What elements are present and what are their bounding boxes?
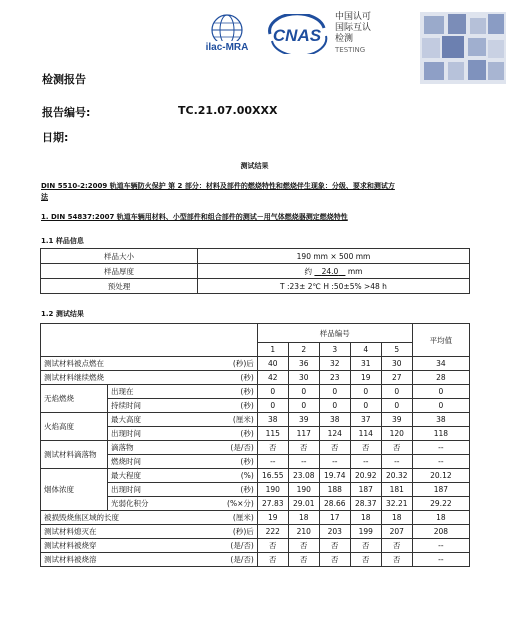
cell-value: 23.08 (288, 469, 319, 483)
accreditation-text: 中国认可 国际互认 检测 TESTING (335, 12, 372, 54)
cnas-logo (262, 14, 332, 54)
cell-value: 18 (381, 511, 412, 525)
cell-value: 0 (381, 399, 412, 413)
cell-value: 115 (257, 427, 288, 441)
qr-code-blurred (420, 12, 506, 84)
report-title: 检测报告 (42, 73, 86, 86)
cell-value: -- (350, 455, 381, 469)
cell-value: 23 (319, 371, 350, 385)
table-header-row (41, 324, 470, 343)
cell-value: 16.55 (257, 469, 288, 483)
cell-value: 0 (350, 385, 381, 399)
preconditioning-label: 预处理 (41, 279, 198, 294)
cell-average: 34 (412, 357, 469, 371)
ilac-mra-logo (198, 12, 256, 54)
cell-average: -- (412, 539, 469, 553)
sample-size-value: 190 mm × 500 mm (198, 249, 470, 264)
row-group-label: 烟体浓度 (41, 469, 108, 511)
cell-value: 29.01 (288, 497, 319, 511)
cell-value: 32.21 (381, 497, 412, 511)
table-row (41, 525, 470, 539)
svg-text:CNAS: CNAS (272, 26, 322, 45)
cell-average: 29.22 (412, 497, 469, 511)
cell-value: 17 (319, 511, 350, 525)
cell-value: 190 (257, 483, 288, 497)
table-row (41, 357, 470, 371)
row-unit: (秒)后 (193, 525, 257, 539)
row-unit: (秒) (193, 427, 257, 441)
section-title: 测试结果 (240, 162, 269, 170)
cell-average: 38 (412, 413, 469, 427)
table-row (41, 264, 470, 279)
cell-value: -- (319, 455, 350, 469)
report-number-label: 报告编号: (42, 106, 91, 119)
cell-value: 0 (257, 399, 288, 413)
cell-value: 36 (288, 357, 319, 371)
row-sub-label: 滴落物 (108, 441, 193, 455)
cell-average: 28 (412, 371, 469, 385)
row-label: 测试材料被烧溶 (41, 553, 193, 567)
cell-value: 否 (257, 553, 288, 567)
cell-value: 190 (288, 483, 319, 497)
row-label: 测试材料被烧穿 (41, 539, 193, 553)
table-row (41, 279, 470, 294)
row-sub-label: 出现时间 (108, 483, 193, 497)
cell-value: -- (381, 455, 412, 469)
row-sub-label: 持续时间 (108, 399, 193, 413)
average-header: 平均值 (412, 324, 469, 357)
cell-value: 否 (381, 553, 412, 567)
cell-value: 42 (257, 371, 288, 385)
row-group-label: 测试材料滴落物 (41, 441, 108, 469)
report-number: TC.21.07.00XXX (178, 104, 278, 117)
cell-value: 否 (381, 539, 412, 553)
preconditioning-value: T :23± 2℃ H :50±5% >48 h (198, 279, 470, 294)
standard-din5510: DIN 5510-2:2009 轨道车辆防火保护 第 2 部分：材料及部件的燃烧特性和燃烧伴生现象：分级、要求和测试方 法 (41, 182, 395, 201)
cell-value: 199 (350, 525, 381, 539)
row-label: 测试材料熄灭在 (41, 525, 193, 539)
cell-value: 否 (257, 539, 288, 553)
cell-value: 117 (288, 427, 319, 441)
cell-value: 203 (319, 525, 350, 539)
row-unit: (是/否) (193, 441, 257, 455)
cell-average: 0 (412, 399, 469, 413)
row-sub-label: 出现时间 (108, 427, 193, 441)
date-label: 日期: (42, 131, 69, 144)
row-label: 测试材料继续燃烧 (41, 371, 193, 385)
cell-value: 20.92 (350, 469, 381, 483)
cell-value: 120 (381, 427, 412, 441)
sample-thickness-value: 约 24.0 mm (198, 264, 470, 279)
cell-average: 208 (412, 525, 469, 539)
row-unit: (是/否) (193, 553, 257, 567)
row-sub-label: 最大高度 (108, 413, 193, 427)
row-sub-label: 最大程度 (108, 469, 193, 483)
cell-value: 否 (319, 441, 350, 455)
table-row (41, 371, 470, 385)
cell-value: 否 (350, 539, 381, 553)
cell-average: -- (412, 455, 469, 469)
col-header: 2 (288, 343, 319, 357)
table-row (41, 249, 470, 264)
cell-value: 否 (288, 539, 319, 553)
svg-text:ilac-MRA: ilac-MRA (205, 42, 249, 53)
row-sub-label: 出现在 (108, 385, 193, 399)
row-group-label: 无焰燃烧 (41, 385, 108, 413)
cell-value: 否 (350, 553, 381, 567)
cell-value: 37 (350, 413, 381, 427)
cell-average: 18 (412, 511, 469, 525)
cell-value: -- (257, 455, 288, 469)
cell-value: 否 (288, 553, 319, 567)
cell-value: 0 (288, 385, 319, 399)
cell-value: 210 (288, 525, 319, 539)
cell-value: 0 (288, 399, 319, 413)
cell-value: 0 (257, 385, 288, 399)
cell-value: 19 (257, 511, 288, 525)
row-unit: (%×分) (193, 497, 257, 511)
table-row (41, 441, 470, 455)
cell-average: -- (412, 553, 469, 567)
cell-value: 0 (350, 399, 381, 413)
cell-value: 222 (257, 525, 288, 539)
cell-value: 30 (288, 371, 319, 385)
cell-value: 39 (288, 413, 319, 427)
cell-value: 28.66 (319, 497, 350, 511)
row-sub-label: 光弱化积分 (108, 497, 193, 511)
row-unit: (%) (193, 469, 257, 483)
cell-value: 0 (381, 385, 412, 399)
cell-value: 18 (350, 511, 381, 525)
row-unit: (秒) (193, 385, 257, 399)
cell-value: 187 (350, 483, 381, 497)
row-label: 被损毁烧焦区域的长度 (41, 511, 193, 525)
cell-value: 否 (319, 539, 350, 553)
col-header: 4 (350, 343, 381, 357)
table-row (41, 413, 470, 427)
cell-value: 否 (381, 441, 412, 455)
cell-average: 187 (412, 483, 469, 497)
cell-value: 20.32 (381, 469, 412, 483)
cell-value: 27 (381, 371, 412, 385)
table-row (41, 553, 470, 567)
cell-value: 19 (350, 371, 381, 385)
sample-thickness-label: 样品厚度 (41, 264, 198, 279)
row-group-label: 火焰高度 (41, 413, 108, 441)
table-row (41, 385, 470, 399)
row-unit: (厘米) (193, 511, 257, 525)
sample-size-label: 样品大小 (41, 249, 198, 264)
cell-average: -- (412, 441, 469, 455)
sample-info-heading: 1.1 样品信息 (41, 237, 84, 245)
cell-value: 27.83 (257, 497, 288, 511)
cell-value: 0 (319, 399, 350, 413)
cell-value: 38 (257, 413, 288, 427)
cell-value: 40 (257, 357, 288, 371)
row-unit: (秒) (193, 483, 257, 497)
row-unit: (秒) (193, 455, 257, 469)
standard-din54837: 1. DIN 54837:2007 轨道车辆用材料、小型部件和组合部件的测试－用气体燃烧器测定燃烧特性 (41, 213, 348, 221)
cell-value: 188 (319, 483, 350, 497)
col-header: 5 (381, 343, 412, 357)
cell-value: 30 (381, 357, 412, 371)
row-unit: (厘米) (193, 413, 257, 427)
table-row (41, 469, 470, 483)
col-header: 1 (257, 343, 288, 357)
cell-value: 0 (319, 385, 350, 399)
cell-average: 20.12 (412, 469, 469, 483)
cell-value: 否 (257, 441, 288, 455)
col-header: 3 (319, 343, 350, 357)
sample-number-header: 样品编号 (257, 324, 412, 343)
cell-value: 31 (350, 357, 381, 371)
cell-value: 207 (381, 525, 412, 539)
cell-average: 0 (412, 385, 469, 399)
cell-value: 否 (288, 441, 319, 455)
row-sub-label: 燃烧时间 (108, 455, 193, 469)
cell-value: 否 (350, 441, 381, 455)
cell-value: 39 (381, 413, 412, 427)
cell-value: 181 (381, 483, 412, 497)
row-unit: (秒)后 (193, 357, 257, 371)
table-row (41, 539, 470, 553)
cell-average: 118 (412, 427, 469, 441)
row-unit: (秒) (193, 371, 257, 385)
cell-value: 否 (319, 553, 350, 567)
row-label: 测试材料被点燃在 (41, 357, 193, 371)
cell-value: 38 (319, 413, 350, 427)
cell-value: 18 (288, 511, 319, 525)
row-unit: (是/否) (193, 539, 257, 553)
cell-value: 32 (319, 357, 350, 371)
cell-value: -- (288, 455, 319, 469)
table-row (41, 511, 470, 525)
cell-value: 28.37 (350, 497, 381, 511)
sample-info-table (40, 248, 470, 294)
cell-value: 124 (319, 427, 350, 441)
cell-value: 114 (350, 427, 381, 441)
results-table (40, 323, 470, 567)
cell-value: 19.74 (319, 469, 350, 483)
results-heading: 1.2 测试结果 (41, 310, 84, 318)
row-unit: (秒) (193, 399, 257, 413)
